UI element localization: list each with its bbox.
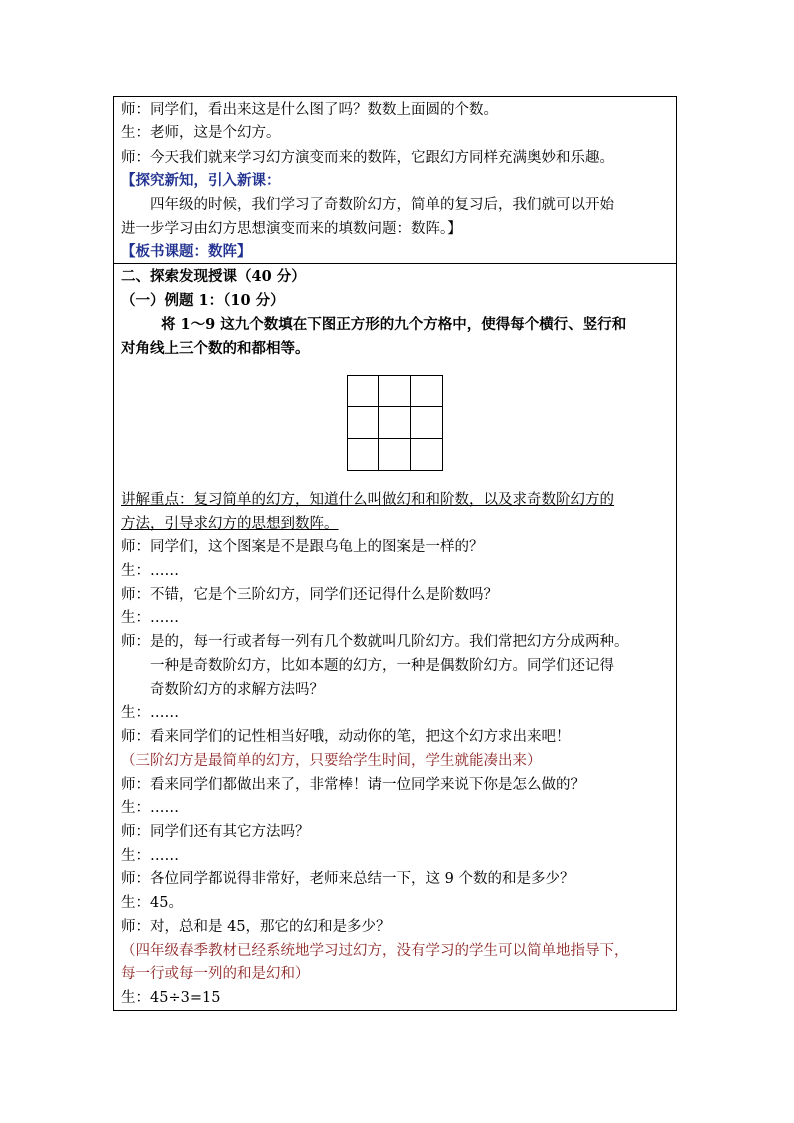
grid-cell	[411, 439, 442, 470]
magic-square-grid	[347, 375, 443, 471]
problem-line: 将 1～9 这九个数填在下图正方形的九个方格中，使得每个横行、竖行和	[161, 316, 627, 333]
dialogue-line: 一种是奇数阶幻方，比如本题的幻方，一种是偶数阶幻方。同学们还记得	[150, 658, 614, 674]
dialogue-line: 师：对，总和是 45，那它的幻和是多少？	[121, 919, 391, 935]
board-title: 【板书课题：数阵】	[121, 243, 252, 260]
teacher-note: 每一行或每一列的和是幻和）	[121, 966, 310, 982]
grid-cell	[379, 439, 410, 470]
example-title: （一）例题 1：（10 分）	[121, 292, 285, 309]
paragraph-line: 四年级的时候，我们学习了奇数阶幻方，简单的复习后，我们就可以开始	[150, 197, 614, 213]
dialogue-line: 生：……	[121, 563, 179, 579]
teacher-note: （四年级春季教材已经系统地学习过幻方，没有学习的学生可以简单地指导下，	[121, 943, 629, 959]
grid-cell	[348, 376, 379, 407]
dialogue-line: 生：……	[121, 705, 179, 721]
paragraph-line: 进一步学习由幻方思想演变而来的填数问题：数阵。】	[121, 221, 462, 237]
dialogue-line: 奇数阶幻方的求解方法吗？	[150, 682, 324, 698]
dialogue-line: 师：今天我们就来学习幻方演变而来的数阵，它跟幻方同样充满奥妙和乐趣。	[121, 150, 614, 166]
grid-cell	[379, 376, 410, 407]
dialogue-line: 生：45÷3=15	[121, 990, 221, 1006]
dialogue-line: 师：不错，它是个三阶幻方，同学们还记得什么是阶数吗？	[121, 587, 498, 603]
row-divider	[114, 263, 676, 264]
dialogue-line: 师：同学们还有其它方法吗？	[121, 824, 310, 840]
dialogue-line: 师：各位同学都说得非常好，老师来总结一下，这 9 个数的和是多少？	[121, 871, 575, 887]
grid-cell	[348, 407, 379, 438]
dialogue-line: 生：45。	[121, 895, 183, 911]
teacher-note: （三阶幻方是最简单的幻方，只要给学生时间，学生就能凑出来）	[121, 753, 542, 769]
dialogue-line: 生：……	[121, 848, 179, 864]
dialogue-line: 生：……	[121, 800, 179, 816]
dialogue-line: 师：看来同学们的记性相当好哦，动动你的笔，把这个幻方求出来吧！	[121, 729, 571, 745]
dialogue-line: 师：同学们，这个图案是不是跟乌龟上的图案是一样的？	[121, 539, 484, 555]
key-point-line: 方法，引导求幻方的思想到数阵。	[121, 516, 339, 532]
section-title: 二、探索发现授课（40 分）	[121, 268, 306, 285]
lesson-table	[113, 96, 677, 1011]
grid-cell	[348, 439, 379, 470]
grid-cell	[379, 407, 410, 438]
problem-line: 对角线上三个数的和都相等。	[121, 340, 310, 357]
dialogue-line: 师：看来同学们都做出来了，非常棒！请一位同学来说下你是怎么做的？	[121, 777, 585, 793]
dialogue-line: 师：同学们，看出来这是什么图了吗？数数上面圆的个数。	[121, 102, 498, 118]
dialogue-line: 生：……	[121, 610, 179, 626]
grid-cell	[411, 376, 442, 407]
grid-cell	[411, 407, 442, 438]
dialogue-line: 师：是的，每一行或者每一列有几个数就叫几阶幻方。我们常把幻方分成两种。	[121, 634, 629, 650]
dialogue-line: 生：老师，这是个幻方。	[121, 125, 281, 141]
section-note: 【探究新知，引入新课：	[121, 172, 281, 189]
key-point-line: 讲解重点：复习简单的幻方，知道什么叫做幻和和阶数，以及求奇数阶幻方的	[121, 492, 614, 508]
